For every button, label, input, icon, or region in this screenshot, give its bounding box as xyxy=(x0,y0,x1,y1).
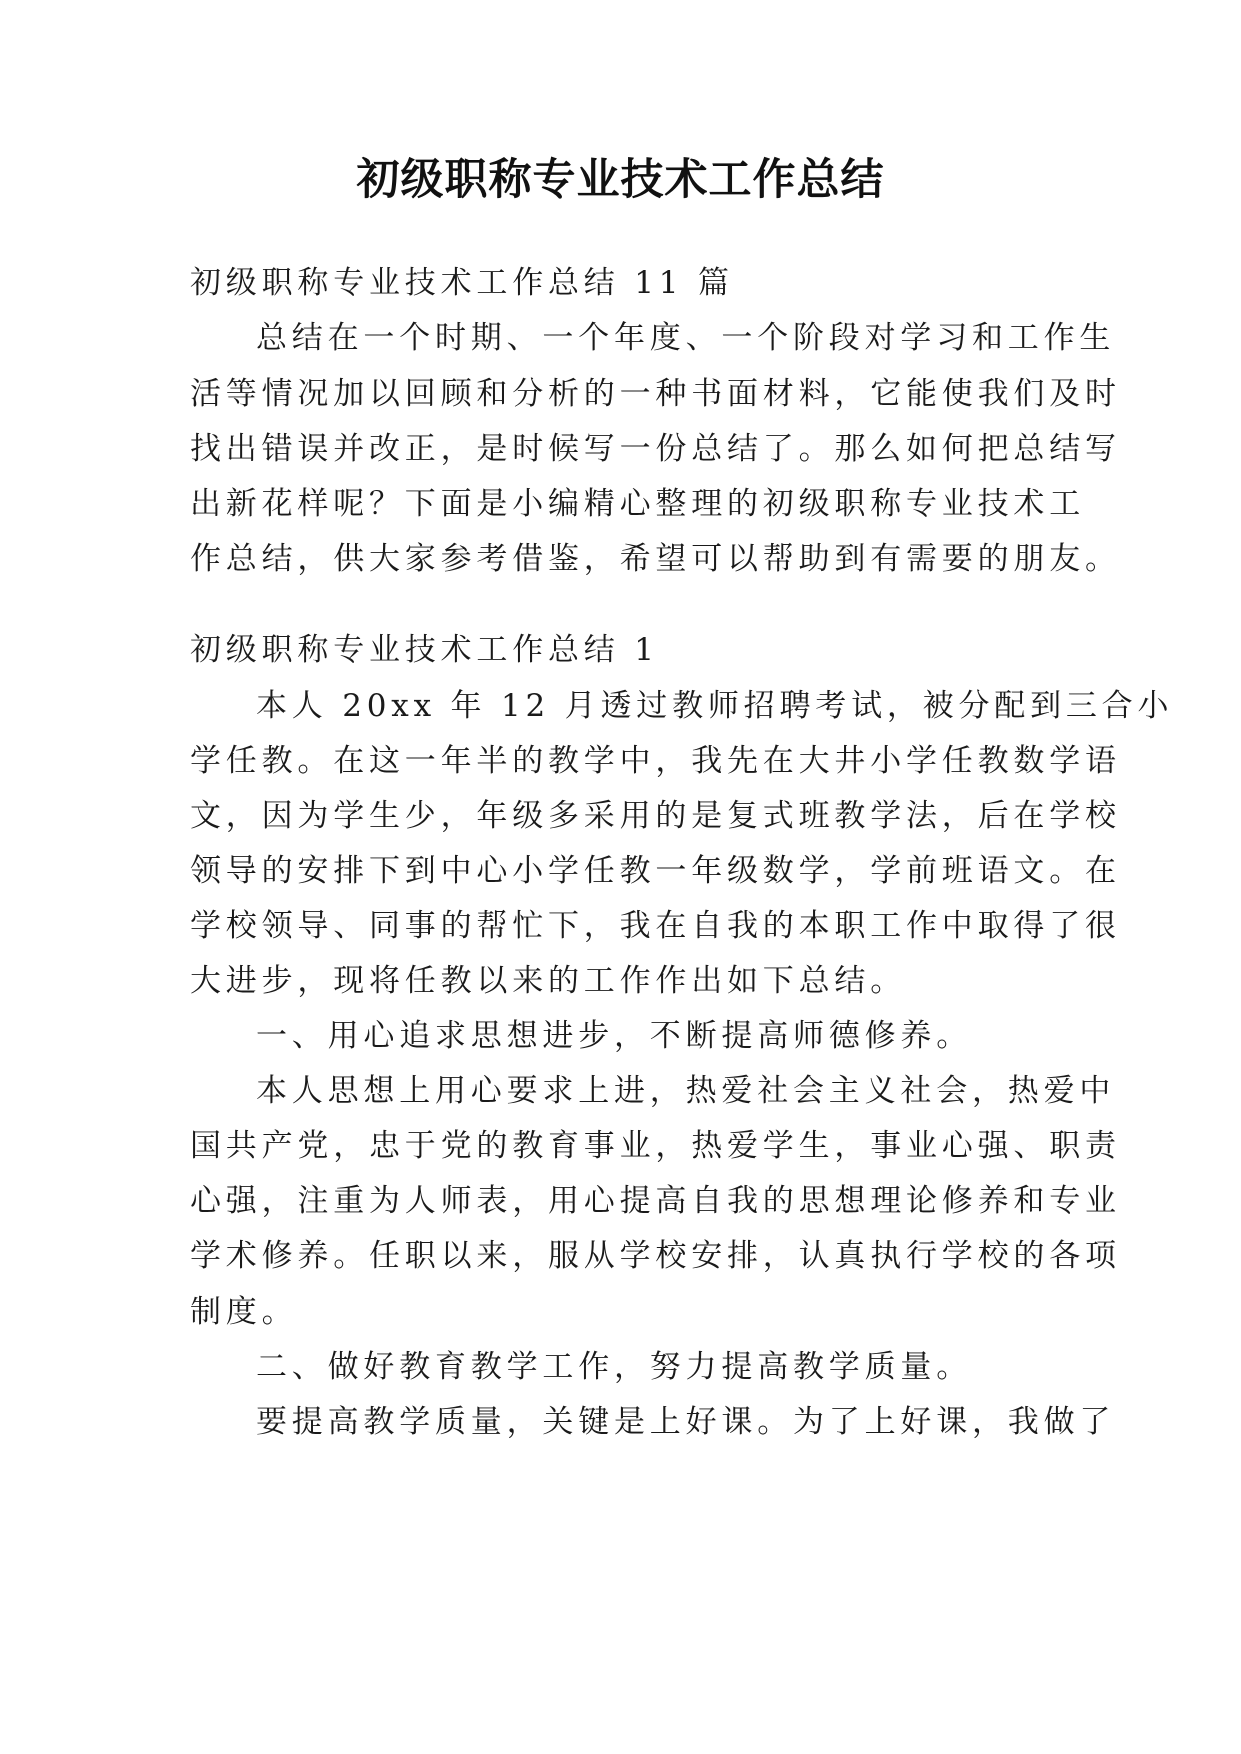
subtitle-line: 初级职称专业技术工作总结 11 篇 xyxy=(190,265,734,301)
paragraph-line: 总结在一个时期、一个年度、一个阶段对学习和工作生 xyxy=(256,320,1116,356)
paragraph-line: 作总结，供大家参考借鉴，希望可以帮助到有需要的朋友。 xyxy=(190,541,1121,577)
paragraph-line: 国共产党，忠于党的教育事业，热爱学生，事业心强、职责 xyxy=(190,1128,1121,1164)
paragraph-line: 出新花样呢？下面是小编精心整理的初级职称专业技术工 xyxy=(190,486,1085,522)
section-heading: 初级职称专业技术工作总结 1 xyxy=(190,632,659,668)
paragraph-line: 本人 20xx 年 12 月透过教师招聘考试，被分配到三合小 xyxy=(256,688,1174,724)
paragraph-line: 活等情况加以回顾和分析的一种书面材料，它能使我们及时 xyxy=(190,376,1121,412)
paragraph-line: 找出错误并改正，是时候写一份总结了。那么如何把总结写 xyxy=(190,431,1121,467)
paragraph-line: 本人思想上用心要求上进，热爱社会主义社会，热爱中 xyxy=(256,1073,1116,1109)
paragraph-line: 制度。 xyxy=(190,1294,298,1330)
subheading-line: 一、用心追求思想进步，不断提高师德修养。 xyxy=(256,1018,972,1054)
paragraph-line: 学任教。在这一年半的教学中，我先在大井小学任教数学语 xyxy=(190,743,1121,779)
paragraph-line: 文，因为学生少，年级多采用的是复式班教学法，后在学校 xyxy=(190,798,1121,834)
paragraph-line: 心强，注重为人师表，用心提高自我的思想理论修养和专业 xyxy=(190,1183,1121,1219)
document-title: 初级职称专业技术工作总结 xyxy=(356,155,885,205)
subheading-line: 二、做好教育教学工作，努力提高教学质量。 xyxy=(256,1349,972,1385)
paragraph-line: 大进步，现将任教以来的工作作出如下总结。 xyxy=(190,963,906,999)
paragraph-line: 要提高教学质量，关键是上好课。为了上好课，我做了 xyxy=(256,1404,1116,1440)
paragraph-line: 领导的安排下到中心小学任教一年级数学，学前班语文。在 xyxy=(190,853,1121,889)
paragraph-line: 学校领导、同事的帮忙下，我在自我的本职工作中取得了很 xyxy=(190,908,1121,944)
paragraph-line: 学术修养。任职以来，服从学校安排，认真执行学校的各项 xyxy=(190,1238,1121,1274)
